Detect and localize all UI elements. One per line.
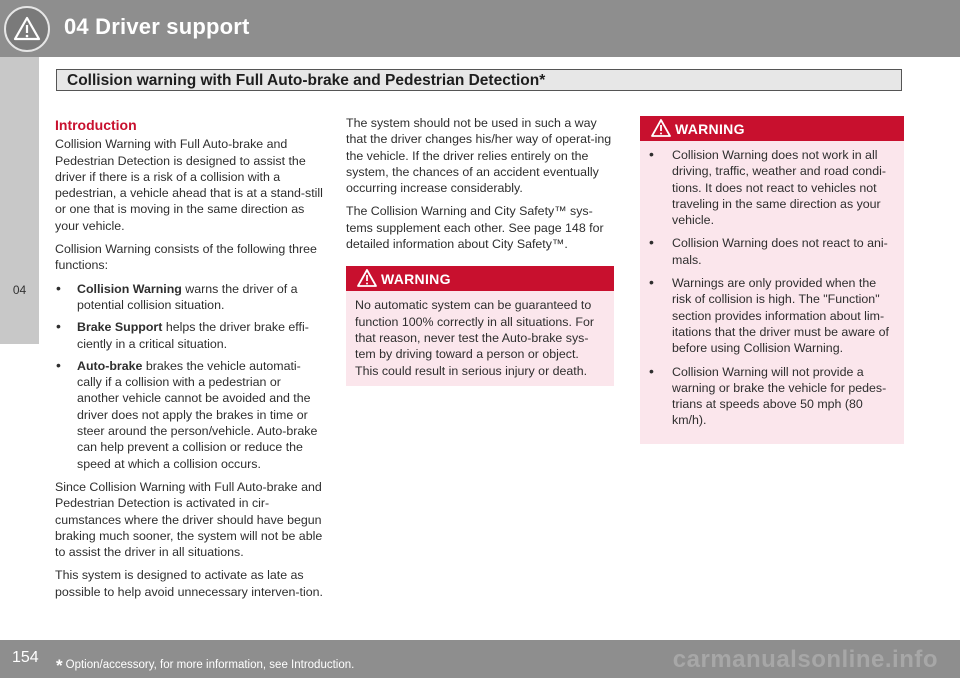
city-safety-paragraph: The Collision Warning and City Safety™ sys-tems supplement each other. See page 148 for detailed information about City Safety™. xyxy=(346,204,604,252)
column-usage xyxy=(346,115,614,386)
list-item xyxy=(55,281,323,314)
section-title: Collision warning with Full Auto-brake and Pedestrian Detection* xyxy=(67,72,546,89)
function-name: Auto-brake xyxy=(77,358,143,373)
list-item: • Warnings are only provided when the risk of collision is high. The "Function" section provides information about lim-itations that the driver must be aware of before using Collision Warning. xyxy=(648,275,896,356)
late-activation-paragraph: This system is designed to activate as late as possible to help avoid unnecessary interven-tion. xyxy=(55,568,323,599)
function-text: helps the driver brake effi-ciently in a critical situation. xyxy=(77,320,309,351)
list-item: • Collision Warning does not react to ani-mals. xyxy=(648,235,896,268)
warning-title: WARNING xyxy=(675,121,745,137)
list-item xyxy=(55,358,323,472)
usage-paragraph: The system should not be used in such a way that the driver changes his/her way of operat-ing the vehicle. If the driver relies entirely on the system, the chances of an accident eventually occurring increase considerably. xyxy=(346,116,612,196)
warning-box xyxy=(640,116,904,444)
footnote xyxy=(56,653,354,673)
warning-text: No automatic system can be guaranteed to function 100% correctly in all situations. For that reason, never test the Auto-brake sys-tem by driving toward a person or object. This could result in serious injury or death. xyxy=(355,298,594,378)
functions-paragraph: Collision Warning consists of the following three functions: xyxy=(55,242,317,273)
function-name: Collision Warning xyxy=(77,281,182,296)
warning-body xyxy=(640,141,904,444)
list-item: • Collision Warning does not work in all driving, traffic, weather and road condi-tions. It does not react to vehicles not traveling in the same direction as your vehicle. xyxy=(648,147,896,228)
function-text: warns the driver of a potential collision situation. xyxy=(77,281,298,312)
activation-paragraph: Since Collision Warning with Full Auto-brake and Pedestrian Detection is activated in cir-cumstances where the driver should have begun braking much sooner, the system will not be able to assist the driver in all situations. xyxy=(55,479,323,560)
warning-title: WARNING xyxy=(381,271,451,288)
function-text: brakes the vehicle automati-cally if a collision with a pedestrian or another vehicle cannot be avoided and the driver does not apply the brakes in time or steer around the person/vehicle. Auto-brake can help prevent a collision or reduce the speed at which a collision occurs. xyxy=(77,358,318,471)
warning-list xyxy=(648,147,896,429)
side-tab-label: 04 xyxy=(12,283,27,297)
page-footer xyxy=(0,640,960,678)
section-title-bar xyxy=(56,69,902,91)
footnote-star: * xyxy=(56,656,63,675)
warning-header xyxy=(640,116,904,141)
warning-box xyxy=(346,266,614,385)
chapter-header xyxy=(0,0,960,57)
intro-paragraph: Collision Warning with Full Auto-brake and Pedestrian Detection is designed to assist the driver if there is a risk of a collision with a pedestrian, a vehicle ahead that is at a stand-still or one that is moving in the same direction as your vehicle. xyxy=(55,137,323,233)
warning-triangle-icon xyxy=(4,6,50,52)
warning-triangle-icon xyxy=(356,268,378,292)
warning-triangle-icon xyxy=(650,118,672,142)
footnote-text: Option/accessory, for more information, see Introduction. xyxy=(65,659,355,671)
chapter-title: 04 Driver support xyxy=(64,14,250,39)
list-item: • Collision Warning will not provide a warning or brake the vehicle for pedes-trians at speeds above 50 mph (80 km/h). xyxy=(648,364,896,429)
introduction-heading: Introduction xyxy=(55,117,137,133)
column-introduction xyxy=(55,117,323,607)
list-item xyxy=(55,319,323,352)
warning-header xyxy=(346,266,614,291)
watermark: carmanualsonline.info xyxy=(672,646,938,673)
column-warnings xyxy=(640,116,904,444)
page-number: 154 xyxy=(12,649,39,666)
function-name: Brake Support xyxy=(77,320,163,335)
functions-list xyxy=(55,281,323,472)
chapter-side-tab xyxy=(0,57,39,344)
